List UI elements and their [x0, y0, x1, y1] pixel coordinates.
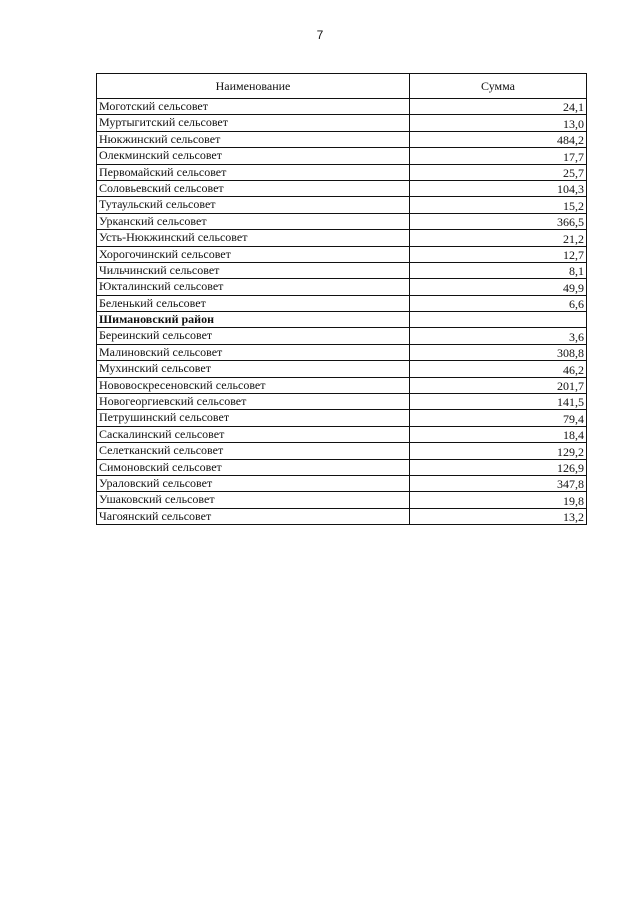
table-row: [97, 279, 587, 295]
row-sum: 79,4: [410, 410, 587, 426]
row-sum: 308,8: [410, 344, 587, 360]
row-name: Ушаковский сельсовет: [97, 492, 410, 508]
section-title: Шимановский район: [97, 312, 410, 328]
row-sum: 13,0: [410, 115, 587, 131]
row-name: Тутаульский сельсовет: [97, 197, 410, 213]
table-row: [97, 246, 587, 262]
table-row: [97, 99, 587, 115]
row-name: Первомайский сельсовет: [97, 164, 410, 180]
table-row: [97, 394, 587, 410]
row-name: Новогеоргиевский сельсовет: [97, 394, 410, 410]
row-sum: 12,7: [410, 246, 587, 262]
row-name: Усть-Нюкжинский сельсовет: [97, 230, 410, 246]
row-sum: 25,7: [410, 164, 587, 180]
table-row: [97, 213, 587, 229]
table-row: [97, 328, 587, 344]
table-row: [97, 230, 587, 246]
row-name: Саскалинский сельсовет: [97, 426, 410, 442]
row-name: Моготский сельсовет: [97, 99, 410, 115]
table-row: [97, 115, 587, 131]
row-name: Чагоянский сельсовет: [97, 508, 410, 524]
row-name: Урканский сельсовет: [97, 213, 410, 229]
row-sum: 484,2: [410, 131, 587, 147]
row-name: Юкталинский сельсовет: [97, 279, 410, 295]
table-row: [97, 197, 587, 213]
row-sum: 201,7: [410, 377, 587, 393]
header-sum: Сумма: [410, 74, 587, 99]
row-sum: 46,2: [410, 361, 587, 377]
allocation-table: [96, 73, 587, 525]
row-name: Беленький сельсовет: [97, 295, 410, 311]
row-name: Чильчинский сельсовет: [97, 262, 410, 278]
row-name: Береинский сельсовет: [97, 328, 410, 344]
header-name: Наименование: [97, 74, 410, 99]
row-sum: 24,1: [410, 99, 587, 115]
row-sum: 366,5: [410, 213, 587, 229]
row-sum: 6,6: [410, 295, 587, 311]
table-row: [97, 459, 587, 475]
row-sum: 129,2: [410, 443, 587, 459]
row-name: Петрушинский сельсовет: [97, 410, 410, 426]
table-row: [97, 131, 587, 147]
row-sum: 104,3: [410, 180, 587, 196]
table-row: [97, 344, 587, 360]
row-sum: 13,2: [410, 508, 587, 524]
row-sum: 15,2: [410, 197, 587, 213]
table-body: [97, 99, 587, 525]
row-sum: 141,5: [410, 394, 587, 410]
table-row: [97, 262, 587, 278]
row-name: Хорогочинский сельсовет: [97, 246, 410, 262]
row-name: Олекминский сельсовет: [97, 148, 410, 164]
row-name: Мухинский сельсовет: [97, 361, 410, 377]
table-row: [97, 410, 587, 426]
row-name: Ураловский сельсовет: [97, 475, 410, 491]
table-row: [97, 508, 587, 524]
table-row: [97, 180, 587, 196]
row-sum: 21,2: [410, 230, 587, 246]
table-row: [97, 475, 587, 491]
table-row: [97, 443, 587, 459]
row-sum: 49,9: [410, 279, 587, 295]
table-row: [97, 377, 587, 393]
row-name: Малиновский сельсовет: [97, 344, 410, 360]
table-row: [97, 492, 587, 508]
row-name: Нововоскресеновский сельсовет: [97, 377, 410, 393]
row-name: Селетканский сельсовет: [97, 443, 410, 459]
table-header-row: [97, 74, 587, 99]
row-sum: 3,6: [410, 328, 587, 344]
row-sum: 126,9: [410, 459, 587, 475]
table-row: [97, 164, 587, 180]
row-sum: 19,8: [410, 492, 587, 508]
row-sum: 347,8: [410, 475, 587, 491]
row-name: Симоновский сельсовет: [97, 459, 410, 475]
table-row: [97, 295, 587, 311]
page-number: 7: [316, 28, 324, 42]
row-sum: 17,7: [410, 148, 587, 164]
row-sum: 8,1: [410, 262, 587, 278]
table-row: [97, 426, 587, 442]
row-sum: 18,4: [410, 426, 587, 442]
row-name: Муртыгитский сельсовет: [97, 115, 410, 131]
section-row: [97, 312, 587, 328]
row-name: Соловьевский сельсовет: [97, 180, 410, 196]
row-sum: [410, 312, 587, 328]
table-row: [97, 148, 587, 164]
table-row: [97, 361, 587, 377]
row-name: Нюкжинский сельсовет: [97, 131, 410, 147]
